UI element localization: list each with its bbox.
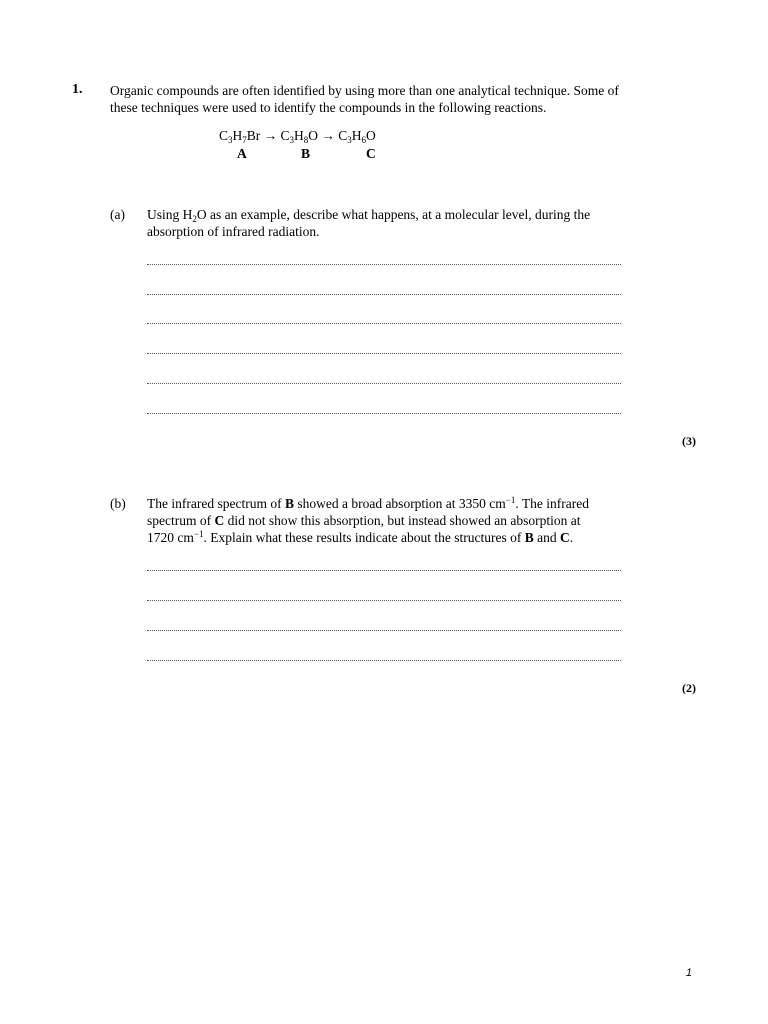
part-a-question bbox=[147, 206, 647, 240]
answer-line-b1[interactable] bbox=[147, 570, 621, 571]
part-b-marks: (2) bbox=[682, 681, 696, 695]
part-b-line-1: The infrared spectrum of B showed a broad absorption at 3350 $cm^{-1}$. The infrared bbox=[147, 495, 589, 511]
part-b-line-3: 1720 $cm^{-1}$. Explain what these results indicate about the structures of B and C. bbox=[147, 529, 574, 545]
page-number: 1 bbox=[685, 967, 692, 979]
answer-line-a6[interactable] bbox=[147, 413, 621, 414]
part-a-marks: (3) bbox=[682, 434, 696, 448]
part-b-letter: (b) bbox=[110, 496, 126, 511]
answer-line-b2[interactable] bbox=[147, 600, 621, 601]
answer-line-a3[interactable] bbox=[147, 323, 621, 324]
answer-line-a2[interactable] bbox=[147, 294, 621, 295]
part-a-letter: (a) bbox=[110, 207, 125, 222]
part-b-line-2: spectrum of C did not show this absorption, but instead showed an absorption at bbox=[147, 513, 581, 528]
question-intro bbox=[110, 82, 670, 116]
compound-b-formula: $C_3H_8O$ bbox=[280, 128, 319, 145]
reaction-equation bbox=[219, 128, 376, 144]
part-b-question bbox=[147, 495, 647, 546]
intro-line-1: Organic compounds are often identified by using more than one analytical technique. Some of bbox=[110, 83, 619, 98]
compound-a-formula: $C_3H_7Br$ bbox=[219, 128, 261, 145]
label-c: C bbox=[366, 146, 376, 161]
label-a: A bbox=[237, 146, 247, 161]
answer-line-a4[interactable] bbox=[147, 353, 621, 354]
part-a-line-2: absorption of infrared radiation. bbox=[147, 224, 320, 239]
answer-line-b4[interactable] bbox=[147, 660, 621, 661]
question-number: 1. bbox=[72, 82, 83, 97]
label-b: B bbox=[301, 146, 311, 161]
answer-line-b3[interactable] bbox=[147, 630, 621, 631]
reaction-arrow-2: → bbox=[321, 128, 335, 143]
answer-line-a1[interactable] bbox=[147, 264, 621, 265]
reaction-arrow-1: → bbox=[263, 128, 278, 143]
part-a-line-1: Using $H_2O$ as an example, describe what happens, at a molecular level, during the bbox=[147, 207, 591, 224]
intro-line-2: these techniques were used to identify the compounds in the following reactions. bbox=[110, 100, 547, 115]
answer-line-a5[interactable] bbox=[147, 383, 621, 384]
compound-c-formula: $C_3H_6O$ bbox=[338, 128, 376, 145]
